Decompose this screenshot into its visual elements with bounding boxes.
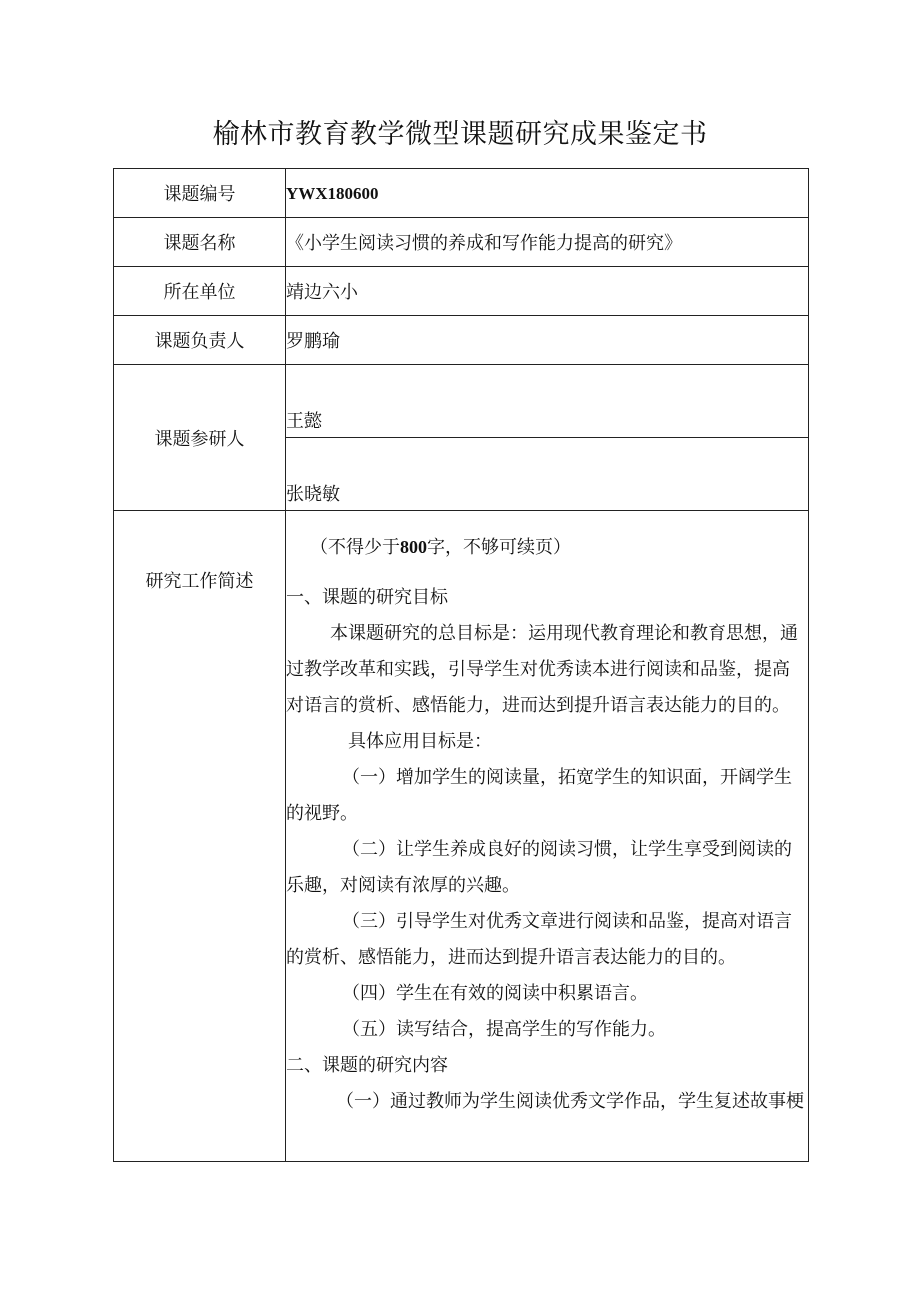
row-unit [114,267,809,316]
list-item: （二）让学生养成良好的阅读习惯，让学生享受到阅读的乐趣，对阅读有浓厚的兴趣。 [286,839,792,896]
appraisal-form-table [113,168,809,1162]
leader-label: 课题负责人 [114,316,286,365]
name-label: 课题名称 [114,218,286,267]
row-code [114,169,809,218]
section-heading: 二、课题的研究内容 [286,1055,448,1076]
list-item: （一）通过教师为学生阅读优秀文学作品，学生复述故事梗 [336,1091,804,1112]
research-body [286,511,809,1162]
leader-value: 罗鹏瑜 [286,316,809,365]
list-item: （五）读写结合，提高学生的写作能力。 [342,1019,666,1040]
page-title: 榆林市教育教学微型课题研究成果鉴定书 [212,119,708,150]
unit-value: 靖边六小 [286,267,809,316]
participant-cell-1 [286,365,809,438]
section-heading: 一、课题的研究目标 [286,587,448,608]
code-label: 课题编号 [114,169,286,218]
participants-label: 课题参研人 [114,365,286,511]
list-item: （三）引导学生对优秀文章进行阅读和品鉴，提高对语言的赏析、感悟能力，进而达到提升语言表达能力的目的。 [286,911,792,968]
row-participant-1 [114,365,809,438]
paragraph: 具体应用目标是： [348,731,492,752]
list-item: （四）学生在有效的阅读中积累语言。 [342,983,648,1004]
research-label-cell [114,511,286,1162]
code-value: YWX180600 [286,183,379,203]
list-item: （一）增加学生的阅读量，拓宽学生的知识面，开阔学生的视野。 [286,767,792,824]
row-research [114,511,809,1162]
row-name [114,218,809,267]
unit-label: 所在单位 [114,267,286,316]
paragraph: 本课题研究的总目标是：运用现代教育理论和教育思想，通过教学改革和实践，引导学生对优秀读本进行阅读和品鉴，提高对语言的赏析、感悟能力，进而达到提升语言表达能力的目的。 [286,623,798,716]
participant-name: 王懿 [286,411,322,432]
research-label: 研究工作简述 [145,571,254,592]
name-value: 《小学生阅读习惯的养成和写作能力提高的研究》 [286,218,809,267]
note-prefix: （不得少于 [310,537,400,558]
code-value-cell [286,169,809,218]
word-count-note [286,531,808,564]
participant-cell-2 [286,438,809,511]
participant-name: 张晓敏 [286,484,340,505]
row-leader [114,316,809,365]
note-suffix: 字，不够可续页） [427,537,571,558]
note-number: 800 [400,537,427,557]
